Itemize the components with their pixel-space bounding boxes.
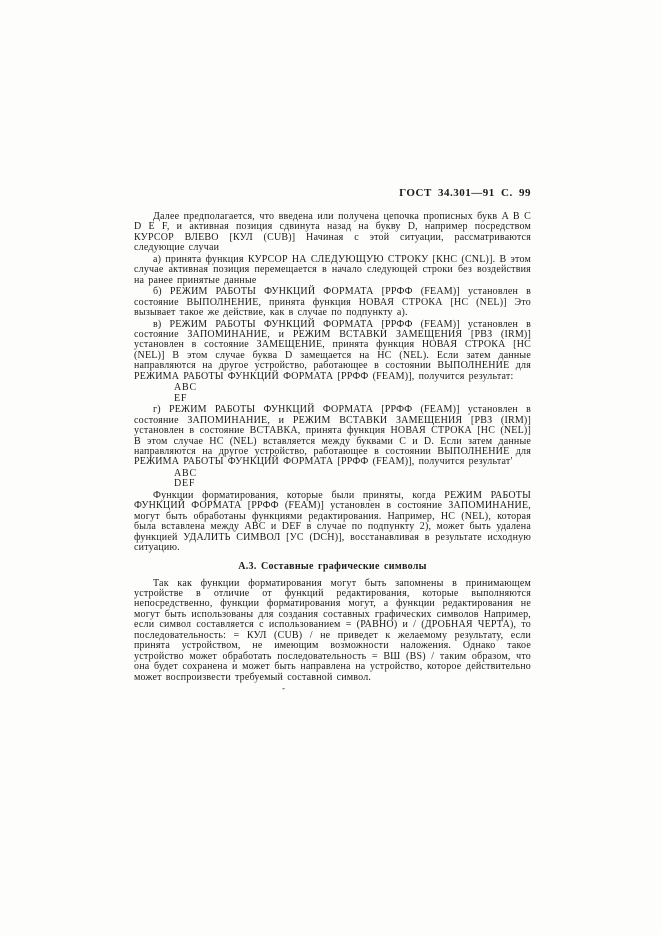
section-heading-a3: А.3. Составные графические символы	[238, 560, 427, 572]
result-line-abc: ABC	[174, 382, 197, 394]
result-line-abc: ABC	[174, 467, 197, 479]
result-line-ef: EF	[174, 392, 188, 404]
list-item-g: г) РЕЖИМ РАБОТЫ ФУНКЦИЙ ФОРМАТА [РРФФ (FEAM)] установлен в состояние ЗАПОМИНАНИЕ, и РЕЖИМ ВСТАВКИ ЗАМЕЩЕНИЯ [РВЗ (IRM)] установлен в состояние ВСТАВКА, принята функция НОВАЯ СТРОКА [НС (NEL)] В этом случае НС (NEL) вставляется между буквами С и D. Если затем данные направляются на другое устройство, работающее в состоянии ВЫПОЛНЕНИЕ для РЕЖИМА РАБОТЫ ФУНКЦИЙ ФОРМАТА [РРФФ (FEAM)], получится результат'	[134, 404, 531, 468]
scan-artifact-dash: -	[282, 683, 285, 694]
paragraph-formatting-functions: Функции форматирования, которые были приняты, когда РЕЖИМ РАБОТЫ ФУНКЦИЙ ФОРМАТА [РРФФ (FEAM)] установлен в состояние ЗАПОМИНАНИЕ, могут быть обработаны функциями редактирования. Например, НС (NEL), которая была вставлена между ABC и DEF в случае по подпункту 2), может быть удалена функцией УДАЛИТЬ СИМВОЛ [УС (DCH)], восстанавливая в результате исходную ситуацию.	[134, 489, 531, 554]
result-example-1	[174, 383, 531, 404]
list-item-a: а) принята функция КУРСОР НА СЛЕДУЮЩУЮ СТРОКУ [КНС (CNL)]. В этом случае активная позиция перемещается в начало следующей строки без воздействия на ранее принятые данные	[134, 253, 531, 286]
paragraph-intro: Далее предполагается, что введена или получена цепочка прописных букв A B C D E F, и активная позиция сдвинута назад на букву D, например посредством КУРСОР ВЛЕВО [КУЛ (CUB)] Начиная с этой ситуации, рассматриваются следующие случаи	[134, 211, 531, 254]
result-example-2	[174, 469, 531, 490]
list-item-v: в) РЕЖИМ РАБОТЫ ФУНКЦИЙ ФОРМАТА [РРФФ (FEAM)] установлен в состояние ЗАПОМИНАНИЕ, и РЕЖИМ ВСТАВКИ ЗАМЕЩЕНИЯ [РВЗ (IRM)] установлен в состояние ЗАМЕЩЕНИЕ, принята функция НОВАЯ СТРОКА [НС (NEL)] В этом случае буква D замещается на НС (NEL). Если затем данные направляются на другое устройство, работающее в состоянии ВЫПОЛНЕНИЕ для РЕЖИМА РАБОТЫ ФУНКЦИЙ ФОРМАТА [РРФФ (FEAM)], получится результат:	[134, 318, 531, 382]
page-content	[134, 187, 531, 692]
result-line-def: DEF	[174, 478, 196, 490]
page-header-gost-number: ГОСТ 34.301—91 С. 99	[399, 187, 531, 199]
paragraph-composite-graphic-symbols: Так как функции форматирования могут быть запомнены в принимающем устройстве в отличие от функций редактирования, которые выполняются непосредственно, функции форматирования могут, а функции редактирования не могут быть использованы для создания составных графических символов Например, если символ составляется с использованием = (РАВНО) и / (ДРОБНАЯ ЧЕРТА), то последовательность: = КУЛ (CUB) / не приведет к желаемому результату, если принята устройством, не имеющим возможности наложения. Однако такое устройство может обработать последовательность = ВШ (BS) / таким образом, что она будет сохранена и может быть направлена на устройство, которое действительно может воспроизвести требуемый составной символ.	[134, 577, 531, 683]
list-item-b: б) РЕЖИМ РАБОТЫ ФУНКЦИЙ ФОРМАТА [РРФФ (FEAM)] установлен в состояние ВЫПОЛНЕНИЕ, принята функция НОВАЯ СТРОКА [НС (NEL)] Это вызывает такое же действие, как в случае по подпункту а).	[134, 286, 531, 319]
